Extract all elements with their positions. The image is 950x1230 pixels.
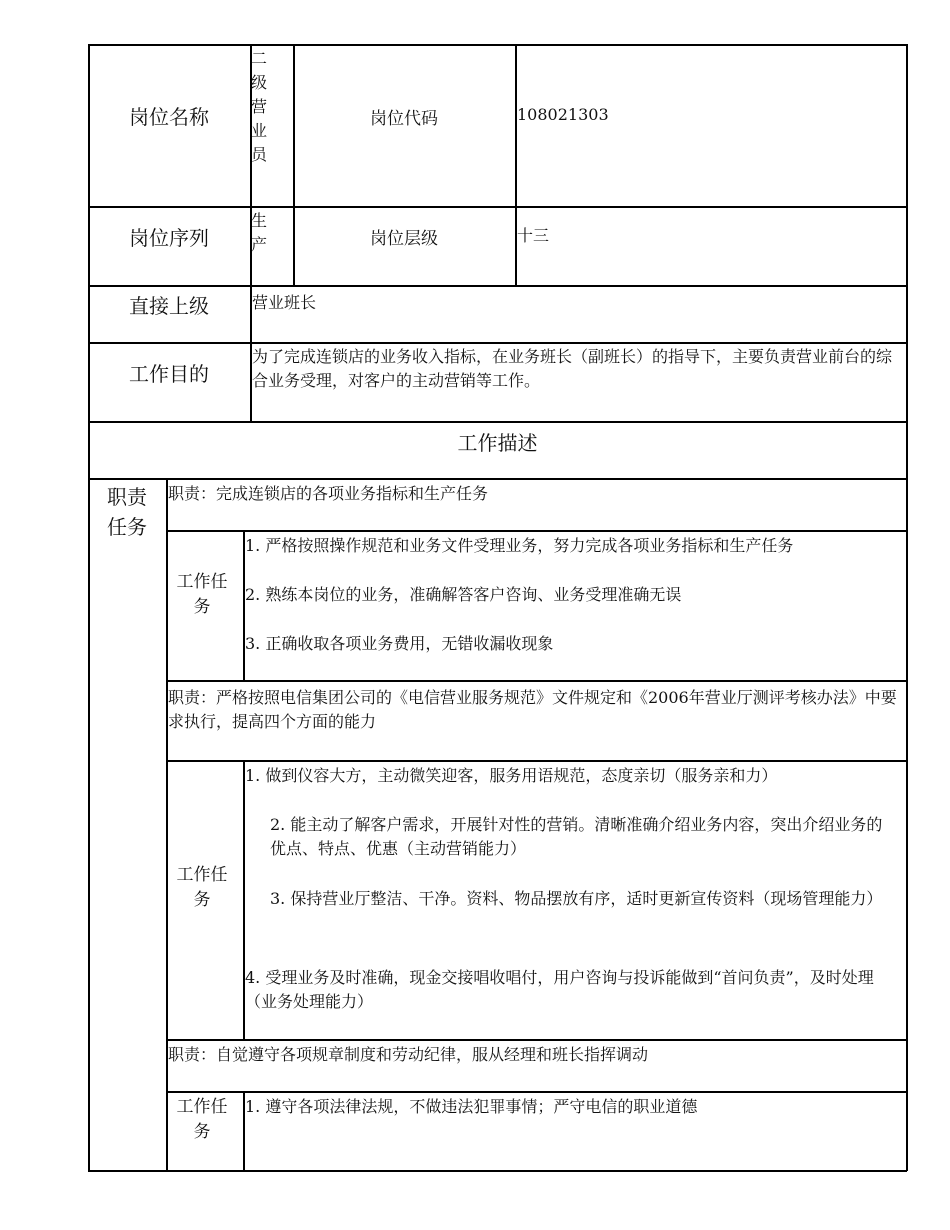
post-code-label: 岗位代码: [370, 109, 438, 129]
border-right: [906, 44, 908, 1171]
row-divider: [88, 206, 907, 208]
row-divider: [88, 421, 907, 423]
row-divider: [88, 285, 907, 287]
duty-task-label: 职责任务: [107, 485, 147, 539]
border-left: [88, 44, 90, 1171]
border-bottom: [88, 1170, 907, 1172]
supervisor-value: 营业班长: [252, 293, 317, 312]
task-item: 1. 遵守各项法律法规，不做违法犯罪事情；严守电信的职业道德: [245, 1097, 698, 1116]
post-level-label: 岗位层级: [370, 229, 438, 249]
post-name-label: 岗位名称: [129, 105, 209, 129]
task-item: 3. 正确收取各项业务费用，无错收漏收现象: [245, 634, 554, 653]
task-label: 工作任务: [176, 572, 228, 617]
task-label: 工作任务: [176, 865, 228, 910]
post-series-label: 岗位序列: [129, 226, 209, 250]
col-divider: [166, 478, 168, 1171]
task-item: 1. 做到仪容大方，主动微笑迎客，服务用语规范，态度亲切（服务亲和力）: [245, 766, 778, 785]
purpose-label: 工作目的: [129, 362, 209, 386]
task-item: 3. 保持营业厅整洁、干净。资料、物品摆放有序，适时更新宣传资料（现场管理能力）: [270, 889, 883, 908]
duty-title: 职责：完成连锁店的各项业务指标和生产任务: [168, 484, 489, 503]
row-divider: [166, 1091, 907, 1093]
post-name-value: 二级营业员: [251, 49, 268, 164]
row-divider: [88, 342, 907, 344]
row-divider: [166, 530, 907, 532]
supervisor-label: 直接上级: [129, 294, 209, 318]
post-code-value: 108021303: [517, 105, 609, 124]
duty-title: 职责：严格按照电信集团公司的《电信营业服务规范》文件规定和《2006年营业厅测评考核办法》中要求执行，提高四个方面的能力: [168, 688, 897, 731]
col-divider: [293, 44, 295, 286]
task-label: 工作任务: [176, 1097, 228, 1142]
task-item: 4. 受理业务及时准确，现金交接唱收唱付，用户咨询与投诉能做到“首问负责”，及时处理（业务处理能力）: [245, 968, 874, 1011]
post-level-value: 十三: [517, 226, 550, 245]
row-divider: [88, 478, 907, 480]
task-item: 1. 严格按照操作规范和业务文件受理业务，努力完成各项业务指标和生产任务: [245, 536, 794, 555]
duty-title: 职责：自觉遵守各项规章制度和劳动纪律，服从经理和班长指挥调动: [168, 1045, 649, 1064]
row-divider: [166, 1039, 907, 1041]
col-divider: [515, 44, 517, 286]
row-divider: [166, 680, 907, 682]
border-top: [88, 44, 907, 46]
purpose-value: 为了完成连锁店的业务收入指标，在业务班长（副班长）的指导下，主要负责营业前台的综合业务受理，对客户的主动营销等工作。: [252, 347, 893, 390]
row-divider: [166, 760, 907, 762]
task-item: 2. 熟练本岗位的业务，准确解答客户咨询、业务受理准确无误: [245, 585, 682, 604]
task-item: 2. 能主动了解客户需求，开展针对性的营销。清晰准确介绍业务内容，突出介绍业务的优点、特点、优惠（主动营销能力）: [270, 815, 883, 858]
section-title: 工作描述: [457, 431, 538, 455]
post-series-value: 生产: [251, 211, 268, 254]
